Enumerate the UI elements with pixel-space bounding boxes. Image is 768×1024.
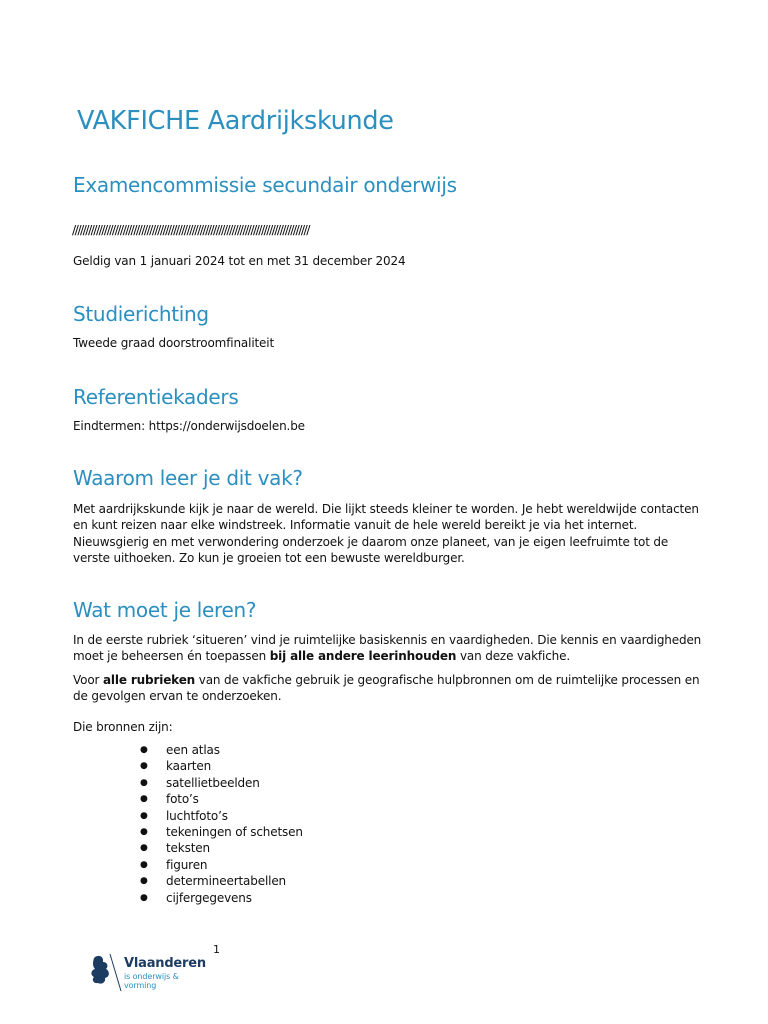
paragraph-line: [73, 672, 713, 688]
waarom-line: verste uithoeken. Zo kun je groeien tot een bewuste wereldburger.: [73, 551, 465, 566]
wat-moet-paragraph-1: [73, 632, 713, 665]
page-number: 1: [213, 943, 220, 956]
logo-name: Vlaanderen: [124, 956, 206, 971]
list-item: ● figuren: [140, 857, 303, 873]
paragraph-line: In de eerste rubriek ‘situeren’ vind je ruimtelijke basiskennis en vaardigheden. Die kennis en vaardigheden: [73, 633, 702, 647]
list-item: ● een atlas: [140, 742, 303, 758]
waarom-paragraph: [73, 501, 713, 567]
wat-moet-paragraph-2: [73, 672, 713, 705]
sources-list: [140, 742, 303, 906]
separator-line: /////////////////////////////////////////////////////////////////////////////////////////: [72, 222, 309, 237]
validity-text: Geldig van 1 januari 2024 tot en met 31 december 2024: [73, 254, 406, 268]
text-run: moet je beheersen én toepassen: [73, 649, 270, 664]
bold-text: alle rubrieken: [102, 673, 196, 687]
text-run: van de vakfiche gebruik je geografische hulpbronnen om de ruimtelijke processen en: [195, 673, 700, 687]
paragraph-line: [73, 648, 713, 664]
logo-tagline: is onderwijs & vorming: [124, 972, 179, 990]
heading-referentiekaders: Referentiekaders: [73, 385, 239, 409]
heading-waarom: Waarom leer je dit vak?: [73, 466, 303, 490]
heading-wat-moet: Wat moet je leren?: [73, 598, 257, 622]
list-item: ● cijfergegevens: [140, 890, 303, 906]
bold-text: bij alle andere leerinhouden: [269, 649, 457, 664]
list-item: ● luchtfoto’s: [140, 808, 303, 824]
text-run: van deze vakfiche.: [456, 649, 570, 664]
list-item: ● tekeningen of schetsen: [140, 824, 303, 840]
vlaanderen-logo: [88, 950, 208, 992]
sources-intro: Die bronnen zijn:: [73, 720, 173, 734]
text-run: Voor: [73, 673, 103, 687]
list-item: ● kaarten: [140, 758, 303, 774]
list-item: ● determineertabellen: [140, 873, 303, 889]
flemish-lion-icon: [88, 950, 122, 992]
waarom-line: Nieuwsgierig en met verwondering onderzoek je daarom onze planeet, van je eigen leefruimte tot de: [73, 534, 669, 549]
list-item: ● satellietbeelden: [140, 775, 303, 791]
document-title: VAKFICHE Aardrijkskunde: [77, 106, 394, 136]
heading-studierichting: Studierichting: [73, 302, 209, 326]
list-item: ● foto’s: [140, 791, 303, 807]
waarom-line: Met aardrijkskunde kijk je naar de wereld. Die lijkt steeds kleiner te worden. Je hebt wereldwijde contacten: [73, 502, 699, 516]
studierichting-text: Tweede graad doorstroomfinaliteit: [73, 336, 275, 350]
document-subtitle: Examencommissie secundair onderwijs: [73, 173, 457, 197]
list-item: ● teksten: [140, 840, 303, 856]
referentiekaders-text: Eindtermen: https://onderwijsdoelen.be: [73, 419, 305, 433]
paragraph-line: de gevolgen ervan te onderzoeken.: [73, 689, 282, 704]
waarom-line: en kunt reizen naar elke windstreek. Informatie vanuit de hele wereld bereikt je via het internet.: [73, 518, 638, 533]
